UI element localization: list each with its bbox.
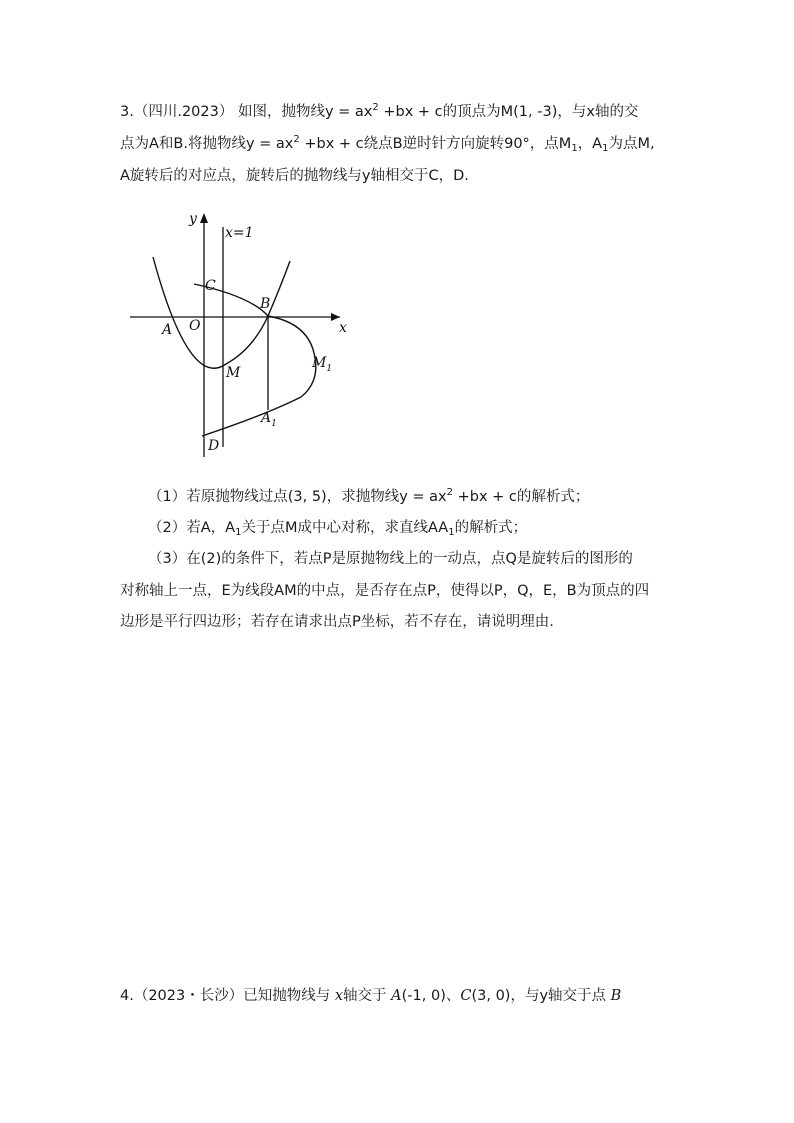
- q3-part-3-line-3: 边形是平行四边形；若存在请求出点P坐标，若不存在，请说明理由.: [120, 614, 554, 630]
- label-M1: $M_1$: [312, 355, 333, 374]
- label-O: O: [189, 318, 201, 334]
- q3-stem-line-2: 点为A和B.将抛物线$y = ax^2 +bx + c$绕点B逆时针方向旋转90°，点$M_1$，$A_1$为点M,: [120, 134, 655, 154]
- label-x: x: [339, 320, 347, 336]
- q4-stem-line-1: 4.（2023・长沙）已知抛物线与 x轴交于 A(-1, 0)、C(3, 0)，与y轴交于点 B: [120, 988, 622, 1004]
- original-parabola: [153, 257, 290, 368]
- q3-part-1: （1）若原抛物线过点(3, 5)，求抛物线$y = ax^2 +bx + c$的解析式；: [148, 487, 590, 505]
- q3-stem-line-3: A旋转后的对应点，旋转后的抛物线与y轴相交于C，D.: [120, 168, 469, 184]
- q3-part-2: （2）若A，$A_1$关于点M成中心对称，求直线$AA_1$的解析式；: [148, 520, 528, 538]
- parabola-figure: [125, 205, 355, 465]
- label-A: A: [162, 322, 173, 338]
- q3-part-3-line-1: （3）在(2)的条件下，若点P是原抛物线上的一动点，点Q是旋转后的图形的: [148, 551, 633, 567]
- rotated-parabola: [194, 284, 316, 436]
- label-C: C: [205, 278, 216, 294]
- label-A1: $A_1$: [261, 410, 277, 429]
- label-B: B: [260, 296, 271, 312]
- q3-stem-line-1: 3.（四川.2023） 如图，抛物线$y = ax^2 +bx + c$的顶点为M(1, -3)，与x轴的交: [120, 102, 639, 120]
- label-y: y: [189, 211, 197, 227]
- label-D: D: [208, 438, 220, 454]
- label-M: M: [226, 365, 241, 381]
- y-axis-arrow: [200, 213, 208, 223]
- q3-part-3-line-2: 对称轴上一点，E为线段AM的中点，是否存在点P，使得以P，Q，E，B为顶点的四: [120, 583, 650, 599]
- label-x-equals-1: x=1: [225, 225, 254, 241]
